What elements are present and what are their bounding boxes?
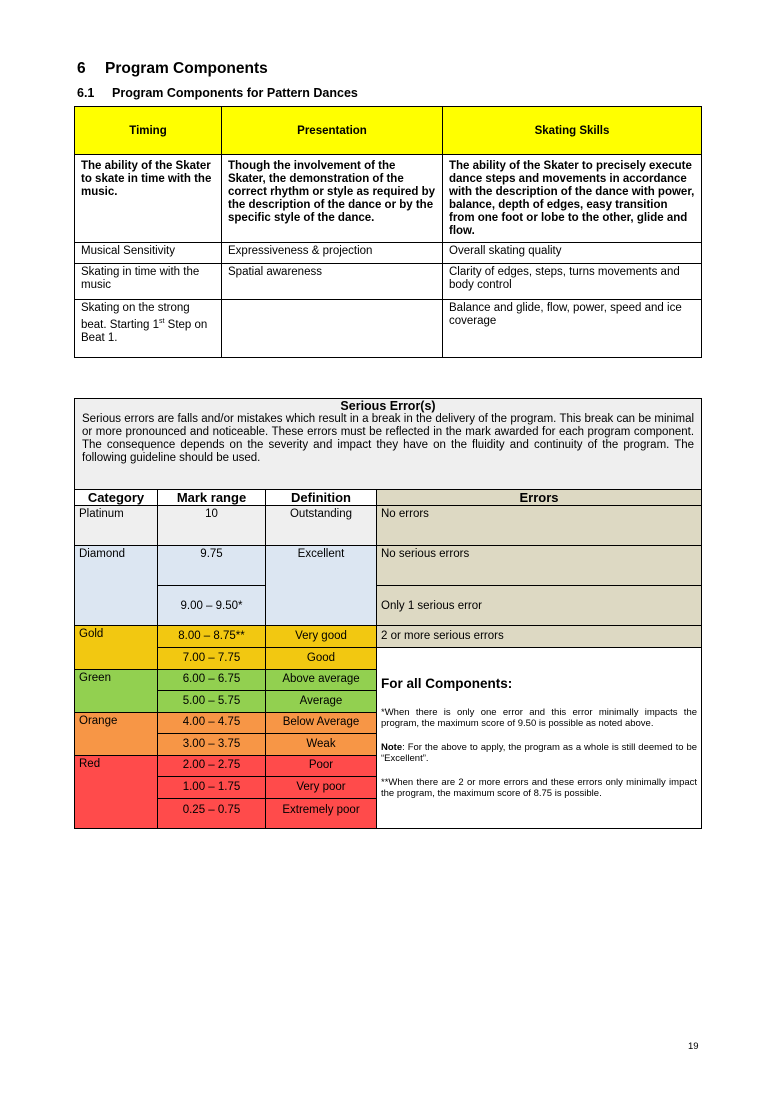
- table-cell: Skating in time with the music: [75, 264, 222, 300]
- mark-range: 5.00 – 5.75: [158, 691, 266, 713]
- table-row: [75, 648, 702, 670]
- table-cell: Overall skating quality: [443, 243, 702, 264]
- components-header-row: [75, 107, 702, 155]
- section-heading: [77, 60, 268, 78]
- note-single-error: *When there is only one error and this error minimally impacts the program, the maximum score of 9.50 is possible as noted above.: [381, 707, 698, 730]
- category-red: Red: [75, 755, 158, 828]
- subsection-heading: [77, 86, 358, 100]
- table-cell: [75, 300, 222, 358]
- header-skating-skills: Skating Skills: [443, 107, 702, 155]
- table-row: [75, 586, 702, 626]
- presentation-description: Though the involvement of the Skater, the demonstration of the correct rhythm or style as required by the description of the dance or by the specific style of the dance.: [222, 155, 443, 243]
- header-presentation: Presentation: [222, 107, 443, 155]
- category-platinum: Platinum: [75, 506, 158, 546]
- errors: No serious errors: [377, 546, 702, 586]
- components-row: [75, 264, 702, 300]
- mark-range: 1.00 – 1.75: [158, 777, 266, 799]
- category-orange: Orange: [75, 712, 158, 755]
- table-row: [75, 506, 702, 546]
- category-gold: Gold: [75, 626, 158, 670]
- category-diamond: Diamond: [75, 546, 158, 626]
- mark-range: 9.00 – 9.50*: [158, 586, 266, 626]
- serious-errors-table: [74, 398, 702, 829]
- components-row: [75, 300, 702, 358]
- mark-range: 6.00 – 6.75: [158, 669, 266, 691]
- components-row: [75, 243, 702, 264]
- header-errors: Errors: [377, 490, 702, 506]
- errors: Only 1 serious error: [377, 586, 702, 626]
- page-number: 19: [688, 1041, 699, 1052]
- table-row: [75, 626, 702, 648]
- components-description-row: [75, 155, 702, 243]
- definition: Above average: [266, 669, 377, 691]
- note-label: Note: [381, 742, 403, 754]
- mark-range: 8.00 – 8.75**: [158, 626, 266, 648]
- header-mark-range: Mark range: [158, 490, 266, 506]
- table-cell: Expressiveness & projection: [222, 243, 443, 264]
- components-notes: [377, 648, 702, 829]
- serious-errors-text: Serious errors are falls and/or mistakes which result in a break in the delivery of the program. This break can be minimal or more pronounced and noticeable. These errors must be reflected in the mark awarded for each program component. The consequence depends on the severity and impact they have on the fluidity and continuity of the program. The following guideline should be used.: [82, 413, 695, 464]
- header-definition: Definition: [266, 490, 377, 506]
- serious-errors-intro: [75, 399, 702, 490]
- note-text: : For the above to apply, the program as a whole is still deemed to be “Excellent”.: [381, 742, 698, 765]
- serious-errors-title: Serious Error(s): [340, 399, 436, 413]
- mark-range: 10: [158, 506, 266, 546]
- definition: Good: [266, 648, 377, 670]
- subsection-title: Program Components for Pattern Dances: [112, 86, 358, 100]
- definition: Outstanding: [266, 506, 377, 546]
- table-cell: Spatial awareness: [222, 264, 443, 300]
- definition: Poor: [266, 755, 377, 777]
- definition: Average: [266, 691, 377, 713]
- errors: No errors: [377, 506, 702, 546]
- table-cell: Balance and glide, flow, power, speed and ice coverage: [443, 300, 702, 358]
- header-timing: Timing: [75, 107, 222, 155]
- definition: Very poor: [266, 777, 377, 799]
- cell-text: Skating on the strong beat. Starting 1: [81, 302, 190, 331]
- program-components-table: [74, 106, 702, 358]
- ordinal-suffix: st: [159, 318, 165, 325]
- table-cell: Musical Sensitivity: [75, 243, 222, 264]
- definition: Extremely poor: [266, 798, 377, 828]
- skating-skills-description: The ability of the Skater to precisely execute dance steps and movements in accordance with the description of the dance with power, balance, depth of edges, easy transition from one foot or lobe to the other, glide and flow.: [443, 155, 702, 243]
- definition: Below Average: [266, 712, 377, 734]
- category-green: Green: [75, 669, 158, 712]
- mark-range: 9.75: [158, 546, 266, 586]
- mark-range: 4.00 – 4.75: [158, 712, 266, 734]
- subsection-number: 6.1: [77, 86, 95, 100]
- cell-text-tail: Step on Beat 1.: [81, 318, 208, 344]
- section-title: Program Components: [105, 60, 268, 77]
- timing-description: The ability of the Skater to skate in time with the music.: [75, 155, 222, 243]
- definition: Very good: [266, 626, 377, 648]
- serious-errors-intro-row: [75, 399, 702, 490]
- definition: Excellent: [266, 546, 377, 626]
- note-multi-error: **When there are 2 or more errors and these errors only minimally impact the program, the maximum score of 8.75 is possible.: [381, 777, 698, 800]
- section-number: 6: [77, 60, 86, 77]
- mark-range: 3.00 – 3.75: [158, 734, 266, 756]
- grades-header-row: [75, 490, 702, 506]
- errors: 2 or more serious errors: [377, 626, 702, 648]
- table-cell: [222, 300, 443, 358]
- definition: Weak: [266, 734, 377, 756]
- mark-range: 2.00 – 2.75: [158, 755, 266, 777]
- mark-range: 7.00 – 7.75: [158, 648, 266, 670]
- table-row: [75, 546, 702, 586]
- note-excellent: [381, 742, 697, 764]
- table-cell: Clarity of edges, steps, turns movements and body control: [443, 264, 702, 300]
- header-category: Category: [75, 490, 158, 506]
- notes-heading: For all Components:: [381, 676, 513, 692]
- mark-range: 0.25 – 0.75: [158, 798, 266, 828]
